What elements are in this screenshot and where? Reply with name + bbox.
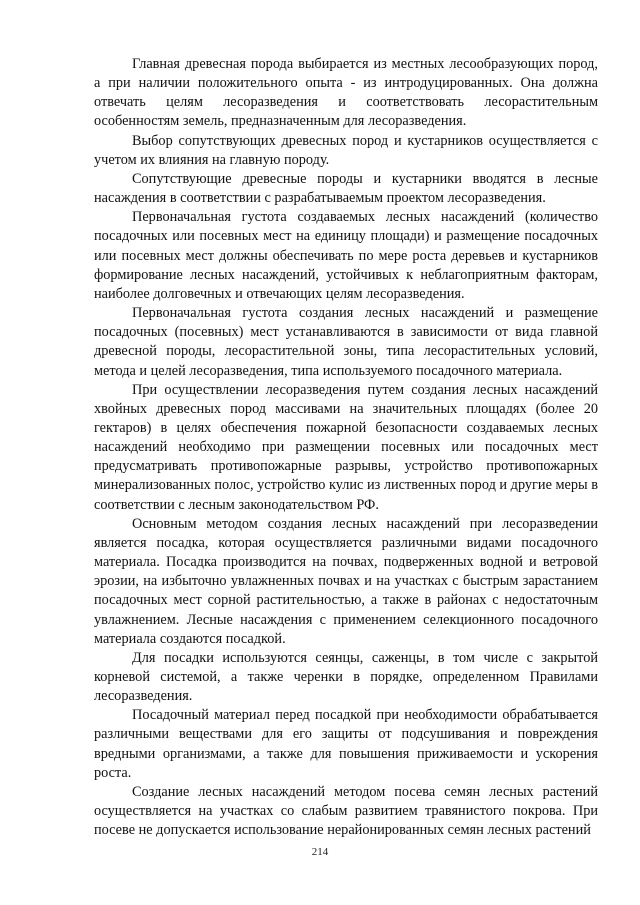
paragraph-companion-introduction: Сопутствующие древесные породы и кустарники вводятся в лесные насаждения в соответствии с разрабатываемым проектом лесоразведения. — [94, 170, 598, 207]
paragraph-main-species: Главная древесная порода выбирается из местных лесообразующих пород, а при наличии положительного опыта - из интродуцированных. Она должна отвечать целям лесоразведения и соответствовать лесорастительным особенностям земель, предназначенным для лесоразведения. — [94, 56, 598, 130]
page-number: 214 — [311, 846, 329, 858]
paragraph-density-placement: Первоначальная густота создания лесных насаждений и размещение посадочных (посевных) мест устанавливаются в зависимости от вида главной древесной породы, лесорастительной зоны, типа лесорастительных условий, метода и целей лесоразведения, типа используемого посадочного материала. — [94, 305, 598, 379]
document-body — [94, 55, 598, 840]
paragraph-planting-material: Для посадки используются сеянцы, саженцы, в том числе с закрытой корневой системой, а также черенки в порядке, определенном Правилами лесоразведения. — [94, 649, 598, 705]
paragraph-seeding: Создание лесных насаждений методом посева семян лесных растений осуществляется на участках со слабым развитием травянистого покрова. При посеве не допускается использование нерайонированных семян лесных растений — [94, 783, 598, 839]
paragraph-companion-selection: Выбор сопутствующих древесных пород и кустарников осуществляется с учетом их влияния на главную породу. — [94, 132, 598, 168]
paragraph-initial-density: Первоначальная густота создаваемых лесных насаждений (количество посадочных или посевных мест на единицу площади) и размещение посадочных или посевных мест должны обеспечивать по мере роста деревьев и кустарников формирование лесных насаждений, устойчивых к неблагоприятным факторам, наиболее долговечных и отвечающих целям лесоразведения. — [94, 209, 598, 302]
paragraph-fire-safety: При осуществлении лесоразведения путем создания лесных насаждений хвойных древесных пород массивами на значительных площадях (более 20 гектаров) в целях обеспечения пожарной безопасности создаваемых лесных насаждений необходимо при размещении посевных или посадочных мест предусматривать противопожарные разрывы, устройство противопожарных минерализованных полос, устройство кулис из лиственных пород и другие меры в соответствии с лесным законодательством РФ. — [94, 381, 598, 513]
paragraph-planting-method: Основным методом создания лесных насаждений при лесоразведении является посадка, которая осуществляется различными видами посадочного материала. Посадка производится на почвах, подверженных водной и ветровой эрозии, на избыточно увлажненных почвах и на участках с быстрым зарастанием посадочных мест сорной растительностью, а также в районах с недостаточным увлажнением. Лесные насаждения с применением селекционного посадочного материала создаются посадкой. — [94, 515, 598, 647]
paragraph-material-treatment: Посадочный материал перед посадкой при необходимости обрабатывается различными веществами для его защиты от подсушивания и повреждения вредными организмами, а также для повышения приживаемости и ускорения роста. — [94, 707, 598, 781]
